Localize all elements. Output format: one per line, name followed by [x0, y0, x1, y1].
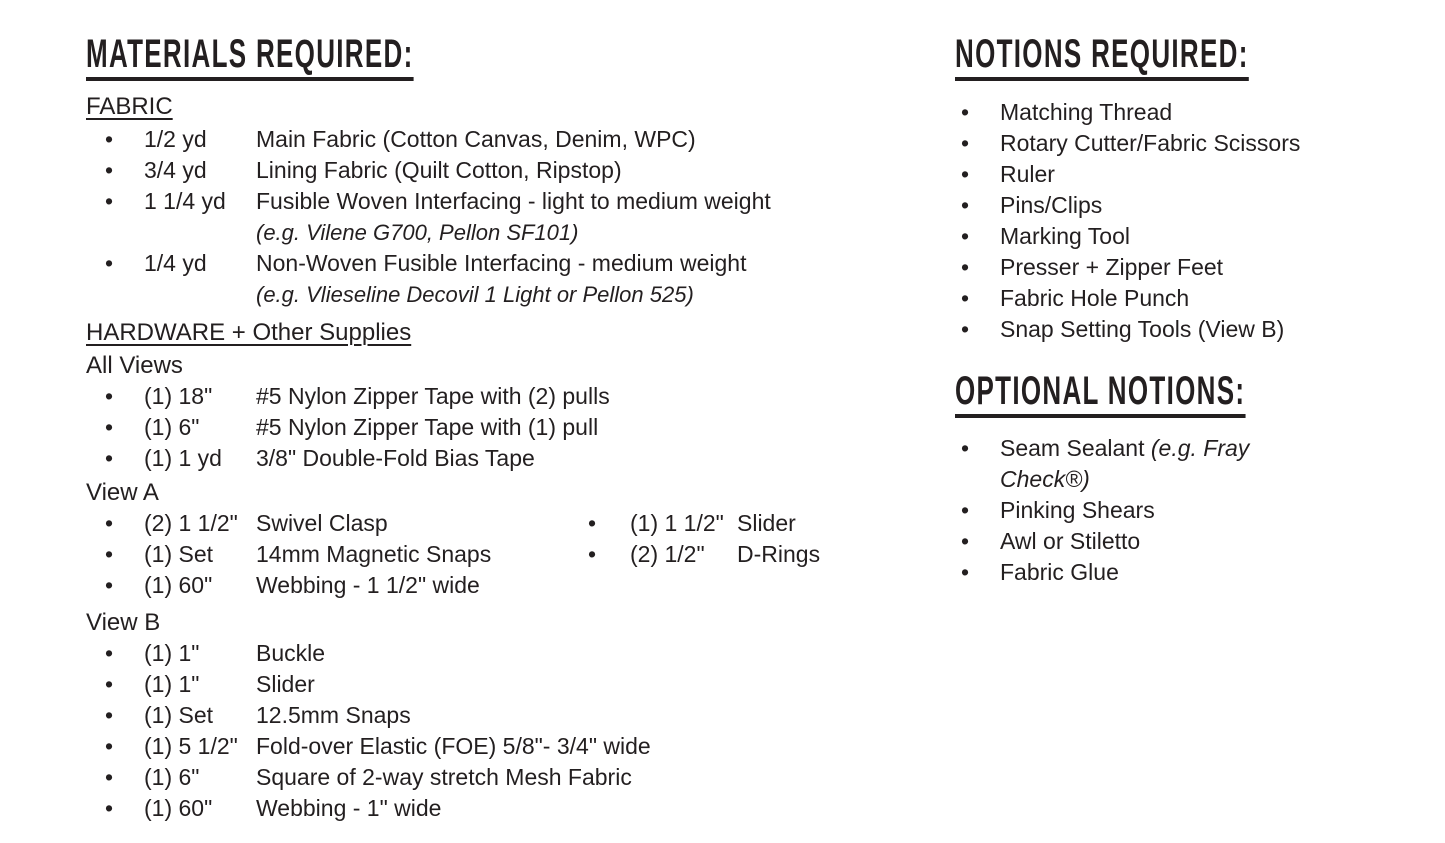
- bullet-icon: •: [961, 497, 970, 523]
- bullet-icon: •: [105, 510, 114, 536]
- bullet-icon: •: [105, 733, 114, 759]
- optional-notions-list: [955, 433, 1415, 588]
- bullet-icon: •: [105, 188, 114, 214]
- item-quantity: (2) 1 1/2": [144, 510, 238, 536]
- list-item: [86, 638, 906, 669]
- notions-list: [955, 97, 1415, 345]
- list-item: [955, 557, 1415, 588]
- item-quantity: (1) Set: [144, 541, 214, 567]
- list-item: [86, 731, 906, 762]
- bullet-icon: •: [105, 414, 114, 440]
- item-text: Pinking Shears: [1000, 497, 1155, 523]
- list-item: [86, 412, 906, 443]
- list-item: [86, 186, 906, 217]
- bullet-icon: •: [105, 383, 114, 409]
- view-a-left-item: [86, 570, 588, 601]
- item-description: Slider: [256, 671, 315, 697]
- item-quantity: (1) 18": [144, 383, 213, 409]
- bullet-icon: •: [961, 223, 970, 249]
- bullet-icon: •: [105, 640, 114, 666]
- bullet-icon: •: [105, 157, 114, 183]
- item-quantity: 1 1/4 yd: [144, 188, 226, 214]
- item-quantity: 3/4 yd: [144, 157, 207, 183]
- item-note: (e.g. Vilene G700, Pellon SF101): [256, 220, 579, 245]
- list-item: [86, 570, 906, 601]
- item-label: Seam Sealant: [1000, 435, 1145, 461]
- bullet-icon: •: [105, 702, 114, 728]
- item-quantity: (1) 60": [144, 572, 213, 598]
- optional-notions-heading: OPTIONAL NOTIONS:: [955, 371, 1245, 418]
- item-description: Slider: [737, 510, 796, 536]
- notions-heading-wrap: [955, 34, 1415, 81]
- item-description: Webbing - 1" wide: [256, 795, 442, 821]
- bullet-icon: •: [105, 764, 114, 790]
- item-text: Marking Tool: [1000, 223, 1130, 249]
- item-description: Buckle: [256, 640, 326, 666]
- item-text: Presser + Zipper Feet: [1000, 254, 1224, 280]
- item-description: Swivel Clasp: [256, 510, 388, 536]
- list-item: [955, 526, 1415, 557]
- bullet-icon: •: [588, 541, 597, 567]
- list-item: [86, 381, 906, 412]
- list-item: [86, 443, 906, 474]
- list-item: [86, 248, 906, 279]
- list-item: [955, 97, 1415, 128]
- list-item: [955, 314, 1415, 345]
- view-b-label: View B: [86, 609, 161, 636]
- item-quantity: (2) 1/2": [630, 541, 705, 567]
- notions-heading: NOTIONS REQUIRED:: [955, 34, 1249, 81]
- bullet-icon: •: [961, 435, 970, 461]
- list-item: [955, 221, 1415, 252]
- item-quantity: (1) 1 yd: [144, 445, 222, 471]
- bullet-icon: •: [105, 126, 114, 152]
- bullet-icon: •: [961, 285, 970, 311]
- item-description: #5 Nylon Zipper Tape with (1) pull: [256, 414, 599, 440]
- item-quantity: (1) 1": [144, 671, 200, 697]
- item-quantity: (1) 60": [144, 795, 213, 821]
- materials-heading-wrap: [86, 34, 906, 81]
- item-description: 14mm Magnetic Snaps: [256, 541, 492, 567]
- list-item: [86, 669, 906, 700]
- item-text: [1000, 433, 1249, 495]
- item-description: Non-Woven Fusible Interfacing - medium weight: [256, 250, 747, 276]
- item-description: Main Fabric (Cotton Canvas, Denim, WPC): [256, 126, 696, 152]
- bullet-icon: •: [105, 795, 114, 821]
- bullet-icon: •: [105, 445, 114, 471]
- list-item: [86, 700, 906, 731]
- item-text: Pins/Clips: [1000, 192, 1103, 218]
- list-item: [955, 252, 1415, 283]
- bullet-icon: •: [961, 254, 970, 280]
- item-text: Fabric Glue: [1000, 559, 1119, 585]
- view-a-left-item: [86, 539, 588, 570]
- optional-notions-heading-wrap: [955, 371, 1415, 418]
- bullet-icon: •: [105, 250, 114, 276]
- bullet-icon: •: [961, 99, 970, 125]
- list-item: [86, 539, 906, 570]
- item-note: (e.g. Vlieseline Decovil 1 Light or Pellon 525): [256, 282, 694, 307]
- item-quantity: 1/4 yd: [144, 250, 207, 276]
- note-line: (e.g. Fray: [1150, 435, 1250, 461]
- item-text: Ruler: [1000, 161, 1055, 187]
- list-item: [86, 124, 906, 155]
- list-item: [955, 128, 1415, 159]
- bullet-icon: •: [105, 541, 114, 567]
- bullet-icon: •: [961, 130, 970, 156]
- item-description: 3/8" Double-Fold Bias Tape: [256, 445, 535, 471]
- item-description: Fusible Woven Interfacing - light to medium weight: [256, 188, 771, 214]
- list-item: [86, 155, 906, 186]
- bullet-icon: •: [961, 161, 970, 187]
- bullet-icon: •: [961, 192, 970, 218]
- bullet-icon: •: [105, 671, 114, 697]
- item-quantity: (1) 5 1/2": [144, 733, 238, 759]
- list-item: [86, 508, 906, 539]
- bullet-icon: •: [105, 572, 114, 598]
- note-line: Check®): [1000, 466, 1090, 492]
- item-description: Fold-over Elastic (FOE) 5/8"- 3/4" wide: [256, 733, 651, 759]
- item-quantity: 1/2 yd: [144, 126, 207, 152]
- item-text: Snap Setting Tools (View B): [1000, 316, 1285, 342]
- list-item: [955, 433, 1415, 495]
- list-item: [955, 495, 1415, 526]
- item-description: Square of 2-way stretch Mesh Fabric: [256, 764, 632, 790]
- list-item: [955, 283, 1415, 314]
- list-item: [86, 762, 906, 793]
- all-views-label: All Views: [86, 352, 183, 379]
- item-text: Rotary Cutter/Fabric Scissors: [1000, 130, 1301, 156]
- item-quantity: (1) 1 1/2": [630, 510, 724, 536]
- bullet-icon: •: [588, 510, 597, 536]
- bullet-icon: •: [961, 528, 970, 554]
- item-quantity: (1) Set: [144, 702, 214, 728]
- list-item: [86, 793, 906, 824]
- hardware-section-label: HARDWARE + Other Supplies: [86, 319, 412, 346]
- view-a-label: View A: [86, 479, 159, 506]
- item-text: Fabric Hole Punch: [1000, 285, 1190, 311]
- list-item: [955, 190, 1415, 221]
- view-a-right-item: [588, 508, 796, 539]
- item-text: Awl or Stiletto: [1000, 528, 1141, 554]
- materials-heading: MATERIALS REQUIRED:: [86, 34, 414, 81]
- view-a-left-item: [86, 508, 588, 539]
- item-description: D-Rings: [737, 541, 821, 567]
- item-description: Lining Fabric (Quilt Cotton, Ripstop): [256, 157, 622, 183]
- item-quantity: (1) 1": [144, 640, 200, 666]
- item-quantity: (1) 6": [144, 764, 200, 790]
- item-text: Matching Thread: [1000, 99, 1173, 125]
- fabric-section-label: FABRIC: [86, 93, 173, 120]
- item-description: #5 Nylon Zipper Tape with (2) pulls: [256, 383, 610, 409]
- notions-column: [955, 34, 1415, 588]
- item-description: Webbing - 1 1/2" wide: [256, 572, 480, 598]
- materials-column: [86, 34, 906, 824]
- view-a-right-item: [588, 539, 820, 570]
- list-item: [955, 159, 1415, 190]
- bullet-icon: •: [961, 559, 970, 585]
- item-description: 12.5mm Snaps: [256, 702, 411, 728]
- bullet-icon: •: [961, 316, 970, 342]
- item-quantity: (1) 6": [144, 414, 200, 440]
